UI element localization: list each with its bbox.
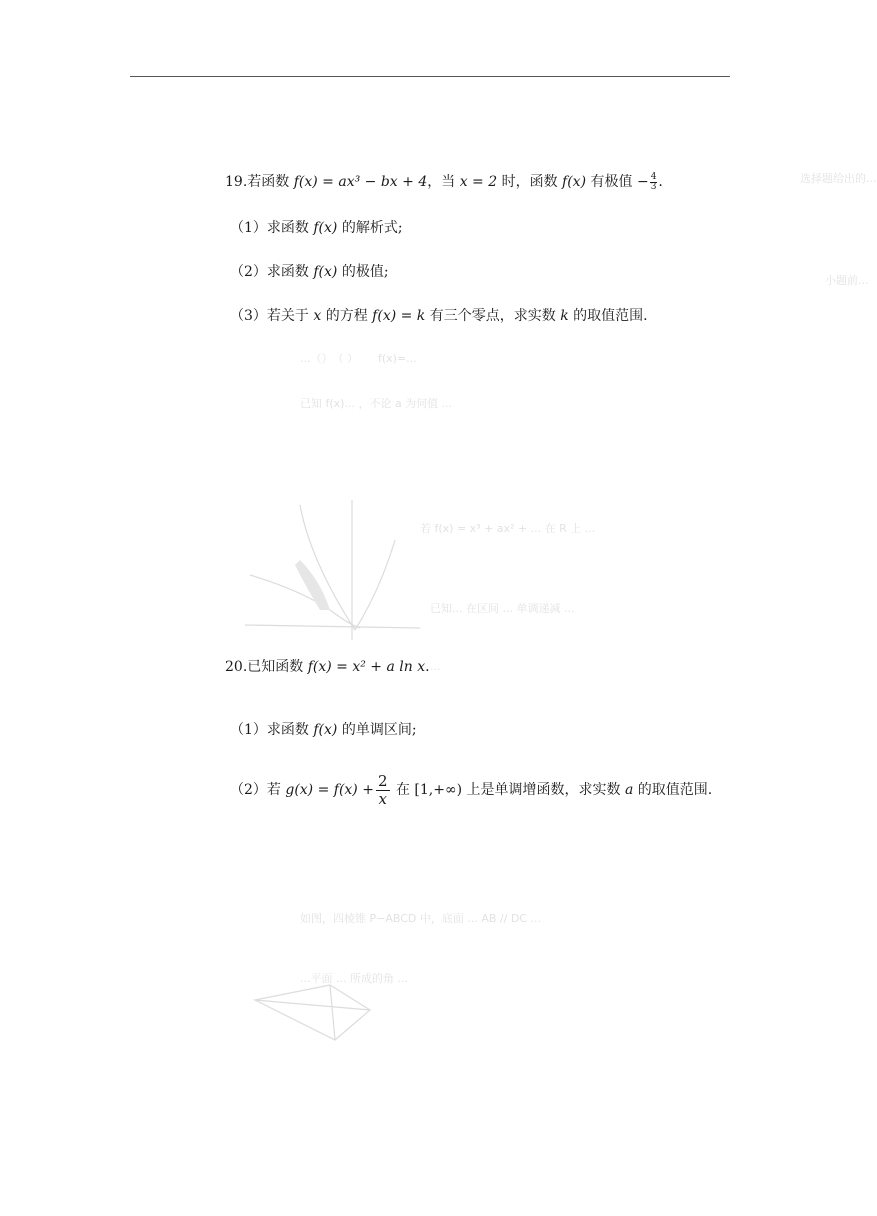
q19-part3-k: k [560,308,569,324]
q20-part1-text: （1）求函数 [230,722,314,738]
fraction-numerator: 4 [650,171,657,182]
q19-part3-text: （3）若关于 [230,308,314,324]
q19-fx: f(x) [562,174,587,190]
q20-part2-text: （2）若 [230,782,286,798]
q19-function-expression: f(x) = ax³ − bx + 4 [293,174,428,190]
q19-part1-text: （1）求函数 [230,220,314,236]
fraction-denominator: 3 [650,181,657,192]
fraction-denominator: x [378,789,387,808]
q20-stem-end: . [425,659,430,675]
q20-part1-text: 的单调区间; [337,722,417,738]
q19-stem-text: ，当 [427,174,460,190]
q19-part1-fx: f(x) [313,220,338,236]
q20-part2-a: a [625,782,634,798]
q19-part3-x: x [313,308,322,324]
q20-stem [225,657,430,677]
q19-condition: x = 2 [459,174,498,190]
q20-part2-text: 在 [391,782,415,798]
q19-part3-equation: f(x) = k [372,308,426,324]
q19-part3-text: 有三个零点，求实数 [425,308,561,324]
q20-part2-fraction [376,773,390,808]
q20-part2-g-expression: g(x) = f(x) + [285,782,374,798]
q19-part3-text: 的取值范围. [568,308,648,324]
fraction-numerator: 2 [377,771,388,790]
q19-part2-fx: f(x) [313,264,338,280]
q19-stem [225,172,663,192]
q19-part2-text: （2）求函数 [230,264,314,280]
q20-part2-interval: [1,+∞) [414,782,463,798]
q19-stem-text: 时，函数 [497,174,563,190]
q20-part2 [230,772,712,808]
q20-part1-fx: f(x) [313,722,338,738]
q20-part2-text: 的取值范围. [633,782,713,798]
q20-function-expression: f(x) = x² + a ln x [307,659,426,675]
q19-stem-end: . [658,174,663,190]
q19-part3 [230,306,648,326]
q20-part1 [230,720,417,740]
q19-part2 [230,262,389,282]
q19-part1 [230,218,403,238]
q19-stem-text: 19.若函数 [225,174,294,190]
q19-part3-text: 的方程 [321,308,373,324]
q20-part2-text: 上是单调增函数，求实数 [462,782,625,798]
q20-stem-text: 20.已知函数 [225,659,308,675]
q19-stem-text: 有极值 − [586,174,649,190]
q19-part2-text: 的极值; [337,264,389,280]
q19-part1-text: 的解析式; [337,220,403,236]
q19-extremum-fraction [650,173,658,192]
